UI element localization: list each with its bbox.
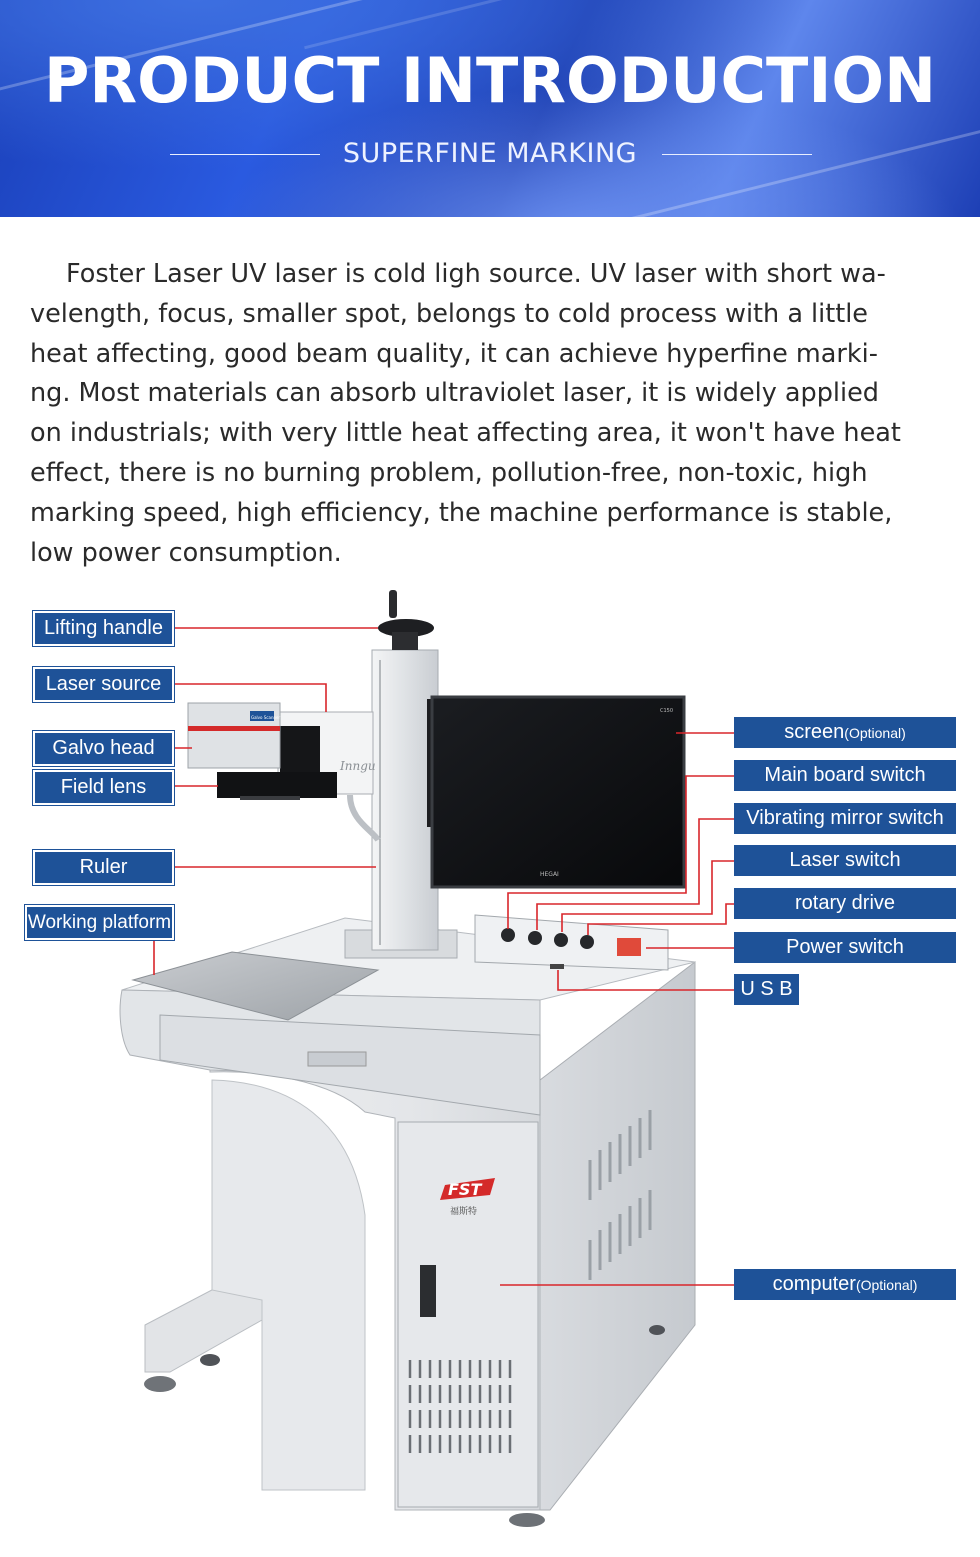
fst-logo-text: FST bbox=[448, 1180, 482, 1199]
intro-line: effect, there is no burning problem, pollution-free, non-toxic, high bbox=[30, 457, 868, 488]
label-working-platform: Working platform bbox=[25, 905, 174, 940]
label-ruler: Ruler bbox=[33, 850, 174, 885]
monitor-model: C150 bbox=[660, 708, 674, 714]
door-handle bbox=[420, 1265, 436, 1317]
cabinet-side-panel bbox=[540, 962, 695, 1510]
intro-line: heat affecting, good beam quality, it can achieve hyperfine marki- bbox=[30, 338, 878, 369]
label-screen-note: (Optional) bbox=[844, 725, 906, 741]
monitor bbox=[427, 697, 684, 887]
label-computer-note: (Optional) bbox=[855, 1277, 918, 1293]
label-laser-source: Laser source bbox=[33, 667, 174, 702]
label-field-lens: Field lens bbox=[33, 770, 174, 805]
label-screen bbox=[734, 717, 956, 748]
intro-line: low power consumption. bbox=[30, 537, 342, 568]
label-usb: U S B bbox=[734, 974, 799, 1005]
subtitle-row bbox=[0, 134, 980, 174]
banner-streak bbox=[304, 0, 596, 49]
label-computer-text: computer bbox=[772, 1273, 856, 1295]
cabinet-foot bbox=[649, 1325, 665, 1335]
label-computer bbox=[734, 1269, 956, 1300]
header-banner bbox=[0, 0, 980, 217]
label-vibrating-mirror-switch: Vibrating mirror switch bbox=[734, 803, 956, 834]
cabinet-arch bbox=[212, 1080, 365, 1490]
label-power-switch: Power switch bbox=[734, 932, 956, 963]
page-subtitle: SUPERFINE MARKING bbox=[342, 138, 638, 169]
intro-line: marking speed, high efficiency, the machine performance is stable, bbox=[30, 497, 893, 528]
laser-source-brand: Inngu bbox=[340, 759, 376, 773]
field-lens bbox=[217, 772, 337, 800]
intro-line: ng. Most materials can absorb ultraviolet laser, it is widely applied bbox=[30, 378, 879, 409]
label-galvo-head: Galvo head bbox=[33, 731, 174, 766]
galvo-head bbox=[188, 703, 280, 768]
page-title: PRODUCT INTRODUCTION bbox=[43, 44, 937, 117]
fst-logo-subtext: 福斯特 bbox=[450, 1207, 478, 1217]
intro-paragraph bbox=[30, 255, 965, 573]
intro-line: on industrials; with very little heat affecting area, it won't have heat bbox=[30, 418, 901, 449]
cabinet-foot bbox=[509, 1513, 545, 1527]
galvo-plate-text: Galvo Scanner bbox=[251, 715, 281, 720]
label-laser-switch: Laser switch bbox=[734, 845, 956, 876]
label-main-board-switch: Main board switch bbox=[734, 760, 956, 791]
lifting-handle bbox=[378, 590, 434, 650]
label-rotary-drive: rotary drive bbox=[734, 888, 956, 919]
subtitle-right-rule bbox=[662, 154, 812, 155]
intro-line: Foster Laser UV laser is cold ligh source. UV laser with short wa- bbox=[66, 259, 886, 289]
drawer-handle bbox=[308, 1052, 366, 1066]
control-panel bbox=[475, 915, 668, 970]
monitor-brand: HEGAI bbox=[540, 871, 559, 878]
intro-line: velength, focus, smaller spot, belongs to cold process with a little bbox=[30, 298, 868, 329]
label-lifting-handle: Lifting handle bbox=[33, 611, 174, 646]
label-screen-text: screen bbox=[784, 721, 845, 743]
